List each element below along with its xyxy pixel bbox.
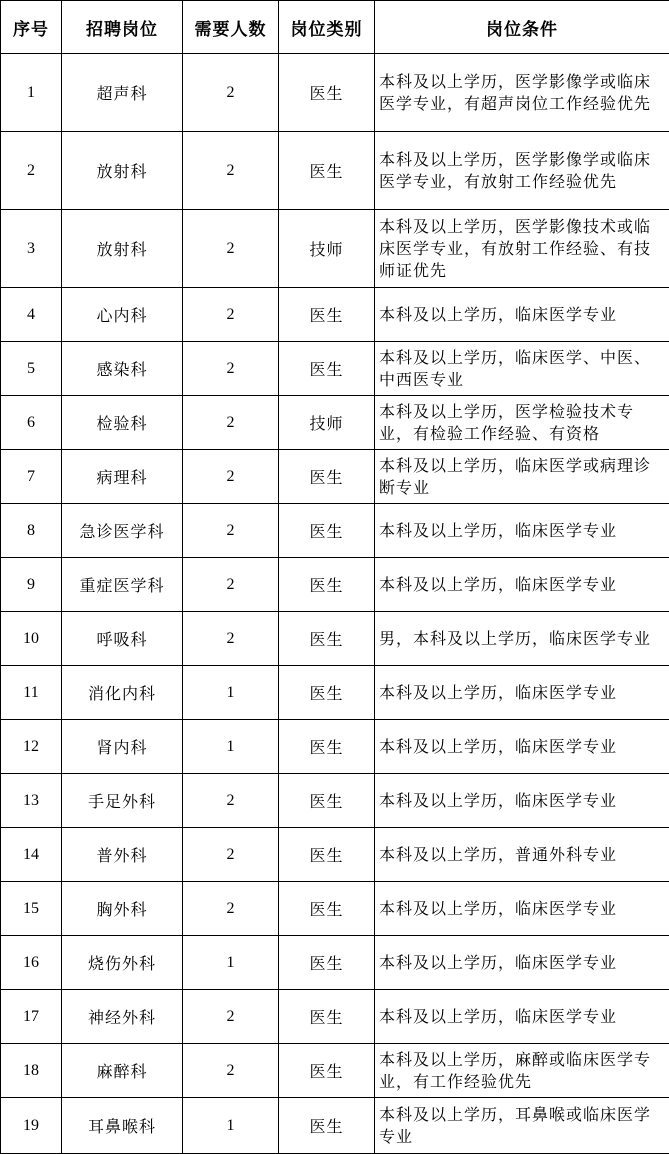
cell-category: 医生	[279, 132, 375, 210]
cell-count: 2	[183, 396, 279, 450]
cell-category: 医生	[279, 720, 375, 774]
cell-requirement: 本科及以上学历，临床医学专业	[375, 288, 669, 342]
cell-category: 医生	[279, 54, 375, 132]
cell-post: 麻醉科	[62, 1044, 183, 1098]
cell-no: 15	[1, 882, 62, 936]
cell-category: 医生	[279, 1044, 375, 1098]
table-row	[1, 936, 669, 990]
cell-count: 2	[183, 132, 279, 210]
cell-category: 医生	[279, 1098, 375, 1154]
cell-category: 医生	[279, 936, 375, 990]
header-post: 招聘岗位	[62, 1, 183, 54]
cell-requirement: 本科及以上学历，临床医学专业	[375, 666, 669, 720]
cell-requirement: 本科及以上学历，耳鼻喉或临床医学专业	[375, 1098, 669, 1154]
table-header	[1, 1, 669, 54]
cell-no: 5	[1, 342, 62, 396]
cell-no: 11	[1, 666, 62, 720]
cell-post: 心内科	[62, 288, 183, 342]
cell-count: 2	[183, 828, 279, 882]
cell-no: 3	[1, 210, 62, 288]
cell-no: 17	[1, 990, 62, 1044]
cell-no: 1	[1, 54, 62, 132]
cell-no: 4	[1, 288, 62, 342]
cell-post: 呼吸科	[62, 612, 183, 666]
cell-category: 医生	[279, 990, 375, 1044]
table-row	[1, 882, 669, 936]
cell-count: 2	[183, 450, 279, 504]
cell-category: 医生	[279, 612, 375, 666]
cell-category: 医生	[279, 882, 375, 936]
header-no: 序号	[1, 1, 62, 54]
cell-requirement: 男，本科及以上学历，临床医学专业	[375, 612, 669, 666]
cell-requirement: 本科及以上学历，临床医学专业	[375, 774, 669, 828]
cell-no: 16	[1, 936, 62, 990]
cell-post: 急诊医学科	[62, 504, 183, 558]
cell-requirement: 本科及以上学历，临床医学专业	[375, 936, 669, 990]
cell-no: 19	[1, 1098, 62, 1154]
cell-requirement: 本科及以上学历，临床医学、中医、中西医专业	[375, 342, 669, 396]
cell-count: 1	[183, 1098, 279, 1154]
cell-requirement: 本科及以上学历，麻醉或临床医学专业，有工作经验优先	[375, 1044, 669, 1098]
header-category: 岗位类别	[279, 1, 375, 54]
table-row	[1, 210, 669, 288]
cell-category: 医生	[279, 666, 375, 720]
cell-requirement: 本科及以上学历，临床医学专业	[375, 504, 669, 558]
table-row	[1, 450, 669, 504]
cell-requirement: 本科及以上学历，临床医学专业	[375, 882, 669, 936]
cell-post: 放射科	[62, 132, 183, 210]
cell-post: 普外科	[62, 828, 183, 882]
cell-post: 超声科	[62, 54, 183, 132]
cell-category: 医生	[279, 828, 375, 882]
cell-count: 1	[183, 720, 279, 774]
cell-count: 2	[183, 54, 279, 132]
cell-requirement: 本科及以上学历，临床医学专业	[375, 990, 669, 1044]
table-row	[1, 132, 669, 210]
cell-post: 神经外科	[62, 990, 183, 1044]
cell-post: 检验科	[62, 396, 183, 450]
cell-requirement: 本科及以上学历，医学影像学或临床医学专业，有超声岗位工作经验优先	[375, 54, 669, 132]
cell-category: 医生	[279, 558, 375, 612]
cell-requirement: 本科及以上学历，临床医学专业	[375, 720, 669, 774]
table-row	[1, 612, 669, 666]
cell-count: 2	[183, 558, 279, 612]
cell-count: 2	[183, 882, 279, 936]
cell-requirement: 本科及以上学历，临床医学专业	[375, 558, 669, 612]
table-row	[1, 504, 669, 558]
cell-requirement: 本科及以上学历，普通外科专业	[375, 828, 669, 882]
cell-post: 感染科	[62, 342, 183, 396]
table-row	[1, 342, 669, 396]
cell-no: 10	[1, 612, 62, 666]
cell-count: 1	[183, 936, 279, 990]
cell-count: 2	[183, 774, 279, 828]
cell-post: 重症医学科	[62, 558, 183, 612]
table-row	[1, 990, 669, 1044]
table-row	[1, 558, 669, 612]
cell-category: 医生	[279, 774, 375, 828]
cell-count: 2	[183, 990, 279, 1044]
cell-category: 技师	[279, 396, 375, 450]
cell-no: 14	[1, 828, 62, 882]
cell-count: 2	[183, 504, 279, 558]
cell-count: 2	[183, 612, 279, 666]
table-row	[1, 54, 669, 132]
cell-no: 2	[1, 132, 62, 210]
cell-category: 医生	[279, 288, 375, 342]
cell-no: 12	[1, 720, 62, 774]
cell-no: 18	[1, 1044, 62, 1098]
cell-no: 6	[1, 396, 62, 450]
table-row	[1, 288, 669, 342]
cell-no: 9	[1, 558, 62, 612]
table-row	[1, 720, 669, 774]
cell-post: 烧伤外科	[62, 936, 183, 990]
table-row	[1, 774, 669, 828]
cell-count: 2	[183, 288, 279, 342]
table-row	[1, 666, 669, 720]
table-row	[1, 396, 669, 450]
cell-category: 技师	[279, 210, 375, 288]
table-row	[1, 828, 669, 882]
table-body	[1, 54, 669, 1154]
cell-category: 医生	[279, 504, 375, 558]
cell-post: 肾内科	[62, 720, 183, 774]
cell-requirement: 本科及以上学历，医学影像学或临床医学专业，有放射工作经验优先	[375, 132, 669, 210]
cell-post: 耳鼻喉科	[62, 1098, 183, 1154]
cell-no: 7	[1, 450, 62, 504]
cell-no: 8	[1, 504, 62, 558]
cell-no: 13	[1, 774, 62, 828]
cell-requirement: 本科及以上学历，医学检验技术专业，有检验工作经验、有资格	[375, 396, 669, 450]
header-requirement: 岗位条件	[375, 1, 669, 54]
cell-count: 2	[183, 342, 279, 396]
cell-post: 手足外科	[62, 774, 183, 828]
table-row	[1, 1098, 669, 1154]
cell-count: 1	[183, 666, 279, 720]
cell-post: 放射科	[62, 210, 183, 288]
table-row	[1, 1044, 669, 1098]
cell-count: 2	[183, 1044, 279, 1098]
header-row	[1, 1, 669, 54]
header-count: 需要人数	[183, 1, 279, 54]
cell-category: 医生	[279, 450, 375, 504]
cell-count: 2	[183, 210, 279, 288]
cell-requirement: 本科及以上学历，医学影像技术或临床医学专业，有放射工作经验、有技师证优先	[375, 210, 669, 288]
cell-post: 消化内科	[62, 666, 183, 720]
cell-post: 胸外科	[62, 882, 183, 936]
cell-category: 医生	[279, 342, 375, 396]
cell-post: 病理科	[62, 450, 183, 504]
cell-requirement: 本科及以上学历，临床医学或病理诊断专业	[375, 450, 669, 504]
